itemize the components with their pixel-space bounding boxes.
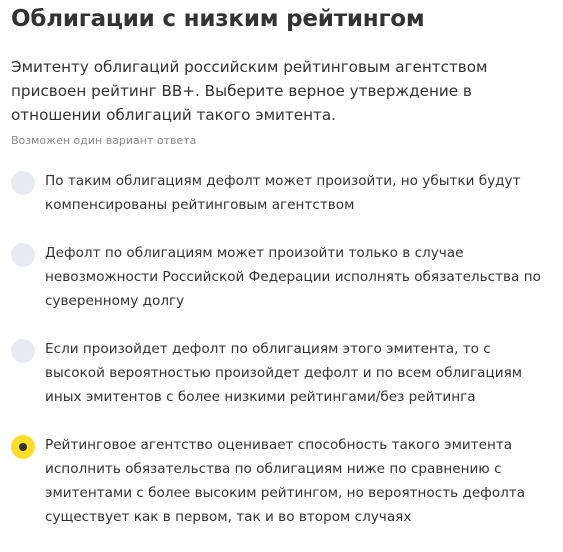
answer-option-label: Рейтинговое агентство оценивает способность такого эмитента исполнить обязательства по облигациям ниже по сравнению с эмитентами с более высоким рейтингом, но вероятность дефолта существует как в первом, так и во втором случаях xyxy=(45,437,526,525)
page-title: Облигации с низким рейтингом xyxy=(11,6,425,32)
answer-hint: Возможен один вариант ответа xyxy=(11,134,197,147)
radio-empty-icon[interactable] xyxy=(11,339,35,363)
radio-checked-icon[interactable] xyxy=(11,435,35,459)
answer-option-label: По таким облигациям дефолт может произойти, но убытки будут компенсированы рейтинговым агентством xyxy=(45,173,521,213)
answer-option-2[interactable] xyxy=(11,241,556,313)
radio-dot xyxy=(19,443,27,451)
answer-option-4[interactable] xyxy=(11,433,556,529)
answer-option-3[interactable] xyxy=(11,337,556,409)
answer-option-label: Если произойдет дефолт по облигациям этого эмитента, то с высокой вероятностью произойдет дефолт и по всем облигациям иных эмитентов с более низкими рейтингами/без рейтинга xyxy=(45,341,523,405)
answer-option-1[interactable] xyxy=(11,169,556,217)
radio-empty-icon[interactable] xyxy=(11,171,35,195)
answer-options xyxy=(11,169,556,529)
radio-empty-icon[interactable] xyxy=(11,243,35,267)
question-text: Эмитенту облигаций российским рейтинговым агентством присвоен рейтинг BB+. Выберите верное утверждение в отношении облигаций такого эмитента. xyxy=(11,58,488,124)
quiz-card xyxy=(11,0,556,529)
answer-option-label: Дефолт по облигациям может произойти только в случае невозможности Российской Федерации исполнять обязательства по суверенному долгу xyxy=(45,245,541,309)
